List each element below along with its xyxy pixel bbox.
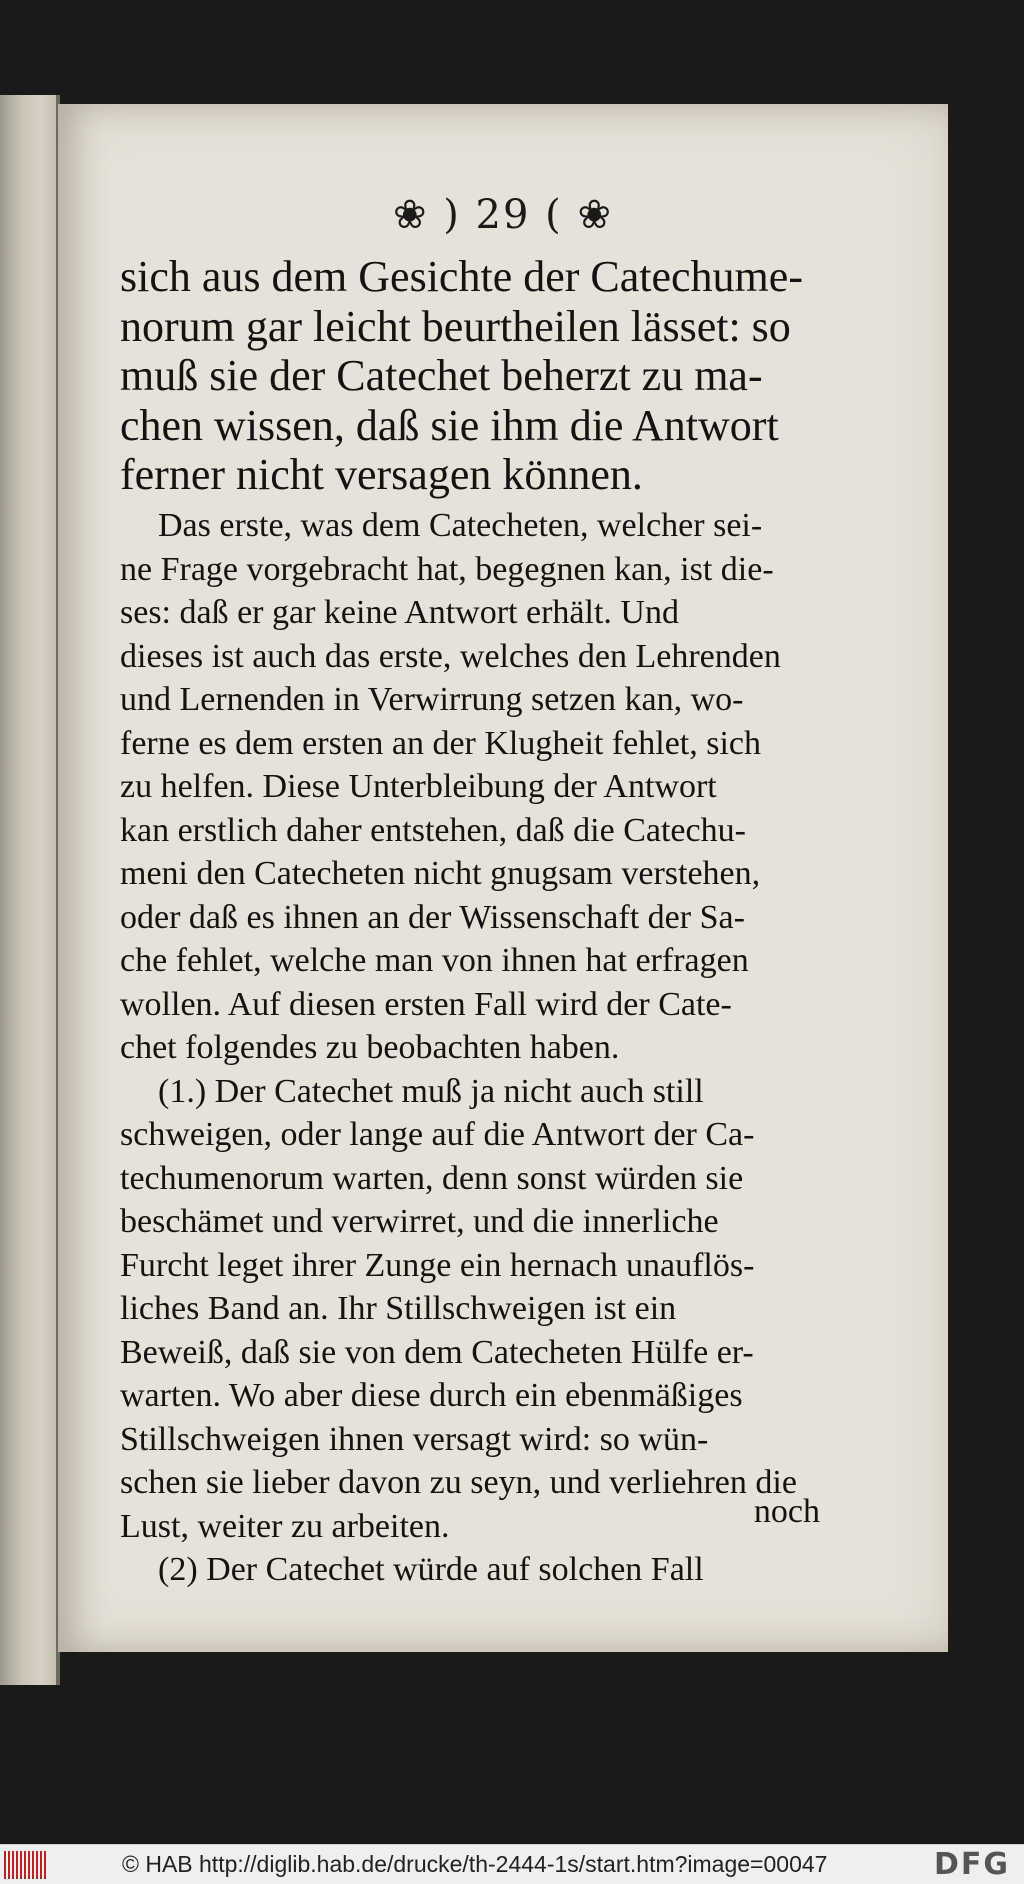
- text-line: Beweiß, daß sie von dem Catecheten Hülfe er-: [120, 1333, 754, 1371]
- text-line: norum gar leicht beurtheilen lässet: so: [120, 301, 791, 351]
- text-line: chen wissen, daß sie ihm die Antwort: [120, 400, 779, 450]
- text-line: ne Frage vorgebracht hat, begegnen kan, ist die-: [120, 550, 774, 588]
- text-line: schen sie lieber davon zu seyn, und verliehren die: [120, 1464, 797, 1501]
- text-line: (2) Der Catechet würde auf solchen Fall: [158, 1551, 704, 1588]
- text-line: Lust, weiter zu arbeiten.: [120, 1507, 450, 1545]
- page-header: ❀ ) 29 ( ❀: [393, 192, 613, 238]
- footer-bar: [0, 1844, 1024, 1884]
- text-line: kan erstlich daher entstehen, daß die Catechu-: [120, 811, 746, 849]
- paragraph-2: [120, 504, 828, 1592]
- text-line: techumenorum warten, denn sonst würden sie: [120, 1159, 744, 1197]
- paragraph-1: [120, 252, 828, 500]
- text-line: schweigen, oder lange auf die Antwort der Ca-: [120, 1116, 755, 1153]
- text-line: beschämet und verwirret, und die innerliche: [120, 1203, 719, 1240]
- barcode-icon: [4, 1851, 48, 1879]
- catchword: noch: [753, 1493, 820, 1530]
- text-line: (1.) Der Catechet muß ja nicht auch still: [158, 1072, 704, 1110]
- text-line: Furcht leget ihrer Zunge ein hernach unauflös-: [120, 1246, 755, 1284]
- text-line: liches Band an. Ihr Stillschweigen ist ein: [120, 1290, 677, 1327]
- text-line: ses: daß er gar keine Antwort erhält. Und: [120, 594, 679, 631]
- dfg-logo: DFG: [933, 1847, 1010, 1882]
- copyright-link[interactable]: © HAB http://diglib.hab.de/drucke/th-2444-1s/start.htm?image=00047: [122, 1851, 828, 1877]
- text-line: muß sie der Catechet beherzt zu ma-: [120, 351, 763, 400]
- text-line: ferner nicht versagen können.: [120, 450, 643, 499]
- text-line: meni den Catecheten nicht gnugsam verstehen,: [120, 855, 761, 892]
- text-line: chet folgendes zu beobachten haben.: [120, 1029, 620, 1066]
- text-line: Stillschweigen ihnen versagt wird: so wün-: [120, 1420, 709, 1458]
- text-line: dieses ist auch das erste, welches den Lehrenden: [120, 637, 781, 675]
- text-line: oder daß es ihnen an der Wissenschaft der Sa-: [120, 898, 745, 936]
- text-line: und Lernenden in Verwirrung setzen kan, wo-: [120, 681, 744, 718]
- text-line: wollen. Auf diesen ersten Fall wird der Cate-: [120, 985, 732, 1023]
- text-line: ferne es dem ersten an der Klugheit fehlet, sich: [120, 724, 762, 762]
- text-line: warten. Wo aber diese durch ein ebenmäßiges: [120, 1377, 743, 1414]
- text-line: zu helfen. Diese Unterbleibung der Antwort: [120, 768, 717, 805]
- previous-page-edge: [0, 95, 60, 1685]
- text-line: che fehlet, welche man von ihnen hat erfragen: [120, 942, 749, 979]
- text-line: Das erste, was dem Catecheten, welcher sei-: [158, 507, 763, 544]
- book-page: [58, 104, 948, 1652]
- text-line: sich aus dem Gesichte der Catechume-: [120, 252, 803, 301]
